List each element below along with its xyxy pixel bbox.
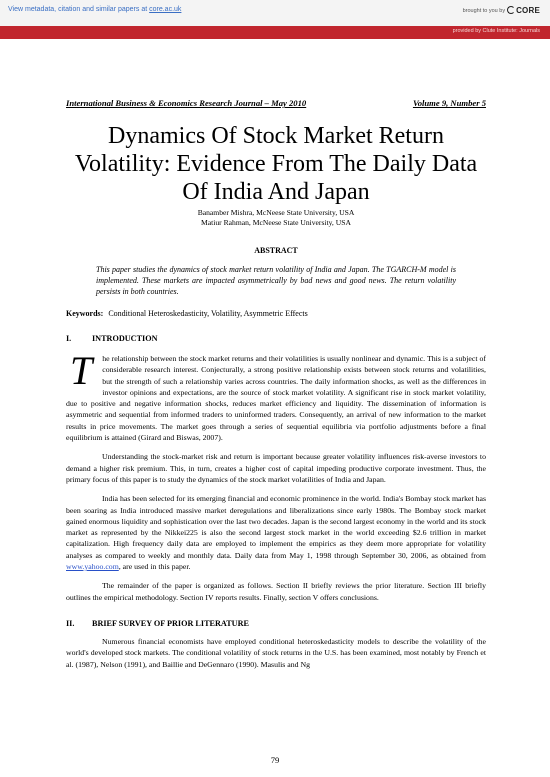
intro-paragraph-1-text: he relationship between the stock market returns and their volatilities is usually nonlinear and dynamic. This is a subject of considerable research interest. Conjecturally, a strong positive relationship exists between stock returns and volatilities, but the strength of such a relationship varies across countries. The daily information shocks, as well as the differences in investor opinions and expectations, are the source of stock market volatility. A significant rise in stock market volatility, due to positive and negative information shocks, reduces market efficiency and liquidity. The dissemination of information is asymmetric and sequential from informed traders to uninformed traders. Consequently, an arrival of new information to the market results in price movements. The market goes through a series of sequential equilibria via portfolio adjustments before a final equilibrium is attained (Girard and Biswas, 2007). [66, 354, 486, 443]
section-heading-introduction [66, 334, 486, 343]
section-heading-literature [66, 619, 486, 628]
core-metadata-label: View metadata, citation and similar papers at [8, 6, 150, 13]
abstract-heading: ABSTRACT [254, 246, 298, 255]
drop-cap: T [70, 348, 93, 393]
page-number: 79 [270, 755, 280, 765]
core-provider-text[interactable]: provided by Clute Institute: Journals [452, 28, 540, 34]
keywords-list: Conditional Heteroskedasticity, Volatility, Asymmetric Effects [108, 309, 308, 318]
intro-paragraph-3 [66, 493, 486, 572]
intro-paragraph-2: Understanding the stock-market risk and return is important because greater volatility influences risk-averse investors to demand a higher risk premium. This, in turn, creates a higher cost of capital impeding productive corporate investment. Thus, the primary focus of this paper is to study the dynamics of the stock market volatilities of India and Japan. [66, 452, 486, 484]
section-number: I. [66, 334, 72, 343]
intro-paragraph-1 [66, 348, 486, 443]
section-number: II. [66, 618, 75, 628]
authors-block [66, 208, 486, 228]
keywords-line [66, 309, 486, 318]
journal-name: International Business & Economics Research Journal – May 2010 [66, 98, 307, 108]
literature-paragraph-1: Numerous financial economists have employed conditional heteroskedasticity models to describe the volatility of the world's developed stock markets. The conditional volatility of stock returns in the U.S. has been examined, most notably by French et al. (1987), Nelson (1991), and Baillie and DeGennaro (1990). Masulis and Ng [66, 636, 486, 669]
core-logo-label: CORE [516, 6, 540, 15]
core-metadata-text[interactable] [8, 6, 181, 13]
core-brought-by [463, 6, 540, 15]
paper-page [66, 98, 486, 670]
intro-paragraph-3-tail: , are used in this paper. [118, 562, 191, 572]
core-link[interactable]: core.ac.uk [149, 6, 182, 13]
core-provider-strip [0, 26, 550, 39]
keywords-label: Keywords: [66, 309, 104, 318]
core-brought-label: brought to you by [462, 7, 506, 14]
core-logo[interactable] [507, 6, 540, 15]
abstract-text: This paper studies the dynamics of stock market return volatility of India and Japan. The TGARCH-M model is implemented. These markets are impacted asymmetrically by bad news and good news. The return volatility persists in both countries. [96, 265, 456, 296]
author-line: Banamber Mishra, McNeese State University, USA [197, 208, 355, 217]
core-banner [0, 0, 550, 48]
core-logo-icon [507, 6, 515, 14]
yahoo-link[interactable]: www.yahoo.com [66, 562, 119, 572]
intro-paragraph-4: The remainder of the paper is organized as follows. Section II briefly reviews the prior literature. Section III briefly outlines the empirical methodology. Section IV reports results. Finally, section V offers conclusions. [66, 581, 486, 602]
intro-paragraph-3-text: India has been selected for its emerging financial and economic prominence in the world. India's Bombay stock market has been soaring as India introduced massive market deregulations and liberalizations since early 1980s. The Bombay stock market gained enormous liquidity and sophistication over the last two decades. Japan is the second largest economy in the world and its stock market as represented by the Nikkei225 is also the second largest stock market in the world exceeding $2.6 trillion in market capitalization. High frequency daily data are employed to implement the empirics as they deem more appropriate for volatility analyses as compared to weekly and monthly data. Daily data from May 1, 1998 through September 30, 2006, as obtained from [66, 494, 486, 560]
paper-title: Dynamics Of Stock Market Return Volatility: Evidence From The Daily Data Of India And Japan [74, 123, 478, 205]
section-title: INTRODUCTION [92, 334, 158, 343]
core-top-strip [0, 0, 550, 27]
running-header [66, 98, 486, 108]
section-title: BRIEF SURVEY OF PRIOR LITERATURE [92, 618, 249, 628]
author-line: Matiur Rahman, McNeese State University, USA [201, 218, 351, 227]
journal-volume: Volume 9, Number 5 [412, 98, 486, 108]
